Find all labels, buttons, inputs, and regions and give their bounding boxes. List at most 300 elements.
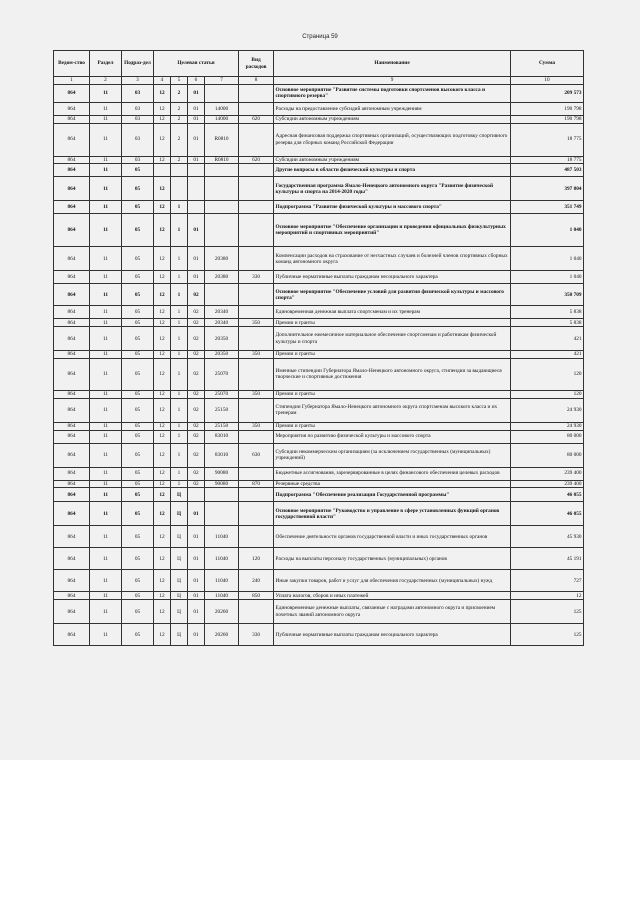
subprogram-cell: 2 bbox=[171, 115, 188, 123]
name-cell: Основное мероприятие "Обеспечение организации и проведения официальных физкультурных мероприятий и спортивных мероприятий" bbox=[274, 214, 511, 247]
direction-cell: 25150 bbox=[205, 422, 239, 430]
podrazdel-cell: 05 bbox=[122, 502, 154, 526]
event-cell: 01 bbox=[188, 570, 205, 592]
table-row bbox=[54, 430, 584, 443]
podrazdel-cell: 03 bbox=[122, 156, 154, 164]
event-cell: 02 bbox=[188, 351, 205, 359]
name-cell: Бюджетные ассигнования, зарезервированные в целях финансового обеспечения целевых расходов bbox=[274, 467, 511, 480]
table-row bbox=[54, 306, 584, 319]
event-cell: 02 bbox=[188, 327, 205, 351]
vid-cell bbox=[239, 358, 274, 390]
razdel-cell: 11 bbox=[90, 327, 122, 351]
table-body bbox=[54, 84, 584, 645]
name-cell: Уплата налогов, сборов и иных платежей bbox=[274, 592, 511, 600]
program-cell: 12 bbox=[154, 123, 171, 156]
table-row bbox=[54, 102, 584, 115]
name-cell: Основное мероприятие "Руководство и управление в сфере установленных функций органов государственной власти" bbox=[274, 502, 511, 526]
event-cell: 01 bbox=[188, 548, 205, 570]
sum-cell: 421 bbox=[511, 351, 584, 359]
program-cell: 12 bbox=[154, 327, 171, 351]
program-cell: 12 bbox=[154, 271, 171, 284]
program-cell: 12 bbox=[154, 102, 171, 115]
table-row bbox=[54, 284, 584, 306]
direction-cell: 83010 bbox=[205, 443, 239, 467]
event-cell: 01 bbox=[188, 271, 205, 284]
subprogram-cell: 1 bbox=[171, 443, 188, 467]
sum-cell: 24 930 bbox=[511, 398, 584, 422]
sum-cell: 727 bbox=[511, 570, 584, 592]
vid-cell: 620 bbox=[239, 115, 274, 123]
vid-cell bbox=[239, 164, 274, 177]
name-cell: Публичные нормативные выплаты гражданам несоциального характера bbox=[274, 624, 511, 646]
ved-cell: 864 bbox=[54, 488, 90, 502]
subprogram-cell: 1 bbox=[171, 351, 188, 359]
sum-cell: 239 400 bbox=[511, 467, 584, 480]
table-row bbox=[54, 422, 584, 430]
header-number-row bbox=[54, 77, 584, 85]
razdel-cell: 11 bbox=[90, 247, 122, 271]
event-cell: 01 bbox=[188, 214, 205, 247]
subprogram-cell: 1 bbox=[171, 284, 188, 306]
podrazdel-cell: 05 bbox=[122, 430, 154, 443]
event-cell bbox=[188, 164, 205, 177]
ved-cell: 864 bbox=[54, 306, 90, 319]
sum-cell: 120 bbox=[511, 358, 584, 390]
razdel-cell: 11 bbox=[90, 548, 122, 570]
razdel-cell: 11 bbox=[90, 592, 122, 600]
vid-cell bbox=[239, 284, 274, 306]
podrazdel-cell: 03 bbox=[122, 123, 154, 156]
header-sum: Сумма bbox=[511, 51, 584, 77]
sum-cell: 120 bbox=[511, 390, 584, 398]
direction-cell: 11040 bbox=[205, 526, 239, 548]
podrazdel-cell: 05 bbox=[122, 306, 154, 319]
ved-cell: 864 bbox=[54, 358, 90, 390]
sum-cell: 45 191 bbox=[511, 548, 584, 570]
direction-cell bbox=[205, 284, 239, 306]
subprogram-cell: Ц bbox=[171, 548, 188, 570]
direction-cell: 20350 bbox=[205, 327, 239, 351]
ved-cell: 864 bbox=[54, 467, 90, 480]
program-cell: 12 bbox=[154, 502, 171, 526]
razdel-cell: 11 bbox=[90, 123, 122, 156]
program-cell: 12 bbox=[154, 358, 171, 390]
podrazdel-cell: 05 bbox=[122, 201, 154, 214]
ved-cell: 864 bbox=[54, 624, 90, 646]
subprogram-cell: 1 bbox=[171, 480, 188, 488]
direction-cell: 20260 bbox=[205, 600, 239, 624]
sum-cell: 351 749 bbox=[511, 201, 584, 214]
table-row bbox=[54, 115, 584, 123]
razdel-cell: 11 bbox=[90, 526, 122, 548]
podrazdel-cell: 05 bbox=[122, 570, 154, 592]
table-row bbox=[54, 327, 584, 351]
razdel-cell: 11 bbox=[90, 156, 122, 164]
sum-cell: 190 798 bbox=[511, 102, 584, 115]
name-cell: Другие вопросы в области физической культуры и спорта bbox=[274, 164, 511, 177]
direction-cell bbox=[205, 177, 239, 201]
name-cell: Субсидии автономным учреждениям bbox=[274, 115, 511, 123]
name-cell: Единовременная денежная выплата спортсменам и их тренерам bbox=[274, 306, 511, 319]
program-cell: 12 bbox=[154, 548, 171, 570]
podrazdel-cell: 05 bbox=[122, 327, 154, 351]
name-cell: Премии и гранты bbox=[274, 422, 511, 430]
ved-cell: 864 bbox=[54, 319, 90, 327]
vid-cell bbox=[239, 247, 274, 271]
sum-cell: 209 573 bbox=[511, 84, 584, 102]
vid-cell bbox=[239, 201, 274, 214]
name-cell: Мероприятия по развитию физической культуры и массового спорта bbox=[274, 430, 511, 443]
event-cell: 02 bbox=[188, 319, 205, 327]
ved-cell: 864 bbox=[54, 443, 90, 467]
event-cell: 01 bbox=[188, 123, 205, 156]
name-cell: Резервные средства bbox=[274, 480, 511, 488]
razdel-cell: 11 bbox=[90, 201, 122, 214]
subprogram-cell: 1 bbox=[171, 430, 188, 443]
subprogram-cell: Ц bbox=[171, 570, 188, 592]
vid-cell: 330 bbox=[239, 271, 274, 284]
subprogram-cell: Ц bbox=[171, 488, 188, 502]
program-cell: 12 bbox=[154, 201, 171, 214]
table-row bbox=[54, 164, 584, 177]
direction-cell: 11040 bbox=[205, 592, 239, 600]
direction-cell bbox=[205, 164, 239, 177]
header-number: 5 bbox=[171, 77, 188, 85]
direction-cell bbox=[205, 502, 239, 526]
header-number: 10 bbox=[511, 77, 584, 85]
podrazdel-cell: 05 bbox=[122, 390, 154, 398]
ved-cell: 864 bbox=[54, 480, 90, 488]
vid-cell: 350 bbox=[239, 390, 274, 398]
vid-cell bbox=[239, 398, 274, 422]
table-row bbox=[54, 358, 584, 390]
direction-cell: 20380 bbox=[205, 247, 239, 271]
sum-cell: 125 bbox=[511, 600, 584, 624]
table-row bbox=[54, 467, 584, 480]
header-number: 4 bbox=[154, 77, 171, 85]
podrazdel-cell: 05 bbox=[122, 358, 154, 390]
razdel-cell: 11 bbox=[90, 358, 122, 390]
sum-cell: 125 bbox=[511, 624, 584, 646]
table-row bbox=[54, 351, 584, 359]
direction-cell: 83010 bbox=[205, 430, 239, 443]
podrazdel-cell: 05 bbox=[122, 624, 154, 646]
table-row bbox=[54, 123, 584, 156]
sum-cell: 1 040 bbox=[511, 247, 584, 271]
podrazdel-cell: 05 bbox=[122, 214, 154, 247]
direction-cell: R0810 bbox=[205, 123, 239, 156]
sum-cell: 45 930 bbox=[511, 526, 584, 548]
header-number: 2 bbox=[90, 77, 122, 85]
table-row bbox=[54, 624, 584, 646]
program-cell: 12 bbox=[154, 600, 171, 624]
subprogram-cell: 1 bbox=[171, 271, 188, 284]
table-row bbox=[54, 271, 584, 284]
event-cell bbox=[188, 177, 205, 201]
direction-cell: 25150 bbox=[205, 398, 239, 422]
ved-cell: 864 bbox=[54, 398, 90, 422]
ved-cell: 864 bbox=[54, 390, 90, 398]
page-label: Страница 59 bbox=[302, 34, 338, 40]
vid-cell bbox=[239, 306, 274, 319]
sum-cell: 421 bbox=[511, 327, 584, 351]
podrazdel-cell: 05 bbox=[122, 271, 154, 284]
sum-cell: 350 709 bbox=[511, 284, 584, 306]
table-row bbox=[54, 201, 584, 214]
direction-cell: 90080 bbox=[205, 480, 239, 488]
program-cell: 12 bbox=[154, 467, 171, 480]
table-row bbox=[54, 488, 584, 502]
subprogram-cell: 1 bbox=[171, 390, 188, 398]
header-number: 6 bbox=[188, 77, 205, 85]
ved-cell: 864 bbox=[54, 214, 90, 247]
razdel-cell: 11 bbox=[90, 115, 122, 123]
ved-cell: 864 bbox=[54, 592, 90, 600]
event-cell: 02 bbox=[188, 390, 205, 398]
razdel-cell: 11 bbox=[90, 306, 122, 319]
event-cell: 02 bbox=[188, 430, 205, 443]
program-cell: 12 bbox=[154, 84, 171, 102]
sum-cell: 18 775 bbox=[511, 156, 584, 164]
name-cell: Премии и гранты bbox=[274, 351, 511, 359]
razdel-cell: 11 bbox=[90, 177, 122, 201]
name-cell: Публичные нормативные выплаты гражданам несоциального характера bbox=[274, 271, 511, 284]
razdel-cell: 11 bbox=[90, 443, 122, 467]
table-row bbox=[54, 84, 584, 102]
program-cell: 12 bbox=[154, 480, 171, 488]
podrazdel-cell: 05 bbox=[122, 443, 154, 467]
razdel-cell: 11 bbox=[90, 480, 122, 488]
program-cell: 12 bbox=[154, 398, 171, 422]
name-cell: Расходы на выплаты персоналу государственных (муниципальных) органов bbox=[274, 548, 511, 570]
table-row bbox=[54, 526, 584, 548]
header-target: Целевая статья bbox=[154, 51, 239, 77]
event-cell: 02 bbox=[188, 306, 205, 319]
ved-cell: 864 bbox=[54, 351, 90, 359]
vid-cell bbox=[239, 123, 274, 156]
sum-cell: 5 838 bbox=[511, 306, 584, 319]
vid-cell: 350 bbox=[239, 351, 274, 359]
event-cell: 01 bbox=[188, 526, 205, 548]
direction-cell bbox=[205, 214, 239, 247]
ved-cell: 864 bbox=[54, 156, 90, 164]
ved-cell: 864 bbox=[54, 201, 90, 214]
podrazdel-cell: 05 bbox=[122, 526, 154, 548]
ved-cell: 864 bbox=[54, 84, 90, 102]
name-cell: Адресная финансовая поддержка спортивных организаций, осуществляющих подготовку спортивного резерва для сборных команд Российской Федерации bbox=[274, 123, 511, 156]
direction-cell: 14000 bbox=[205, 102, 239, 115]
subprogram-cell: 1 bbox=[171, 422, 188, 430]
podrazdel-cell: 05 bbox=[122, 247, 154, 271]
subprogram-cell: 1 bbox=[171, 214, 188, 247]
vid-cell: 240 bbox=[239, 570, 274, 592]
sum-cell: 190 798 bbox=[511, 115, 584, 123]
event-cell: 01 bbox=[188, 84, 205, 102]
direction-cell: 25070 bbox=[205, 390, 239, 398]
podrazdel-cell: 05 bbox=[122, 177, 154, 201]
razdel-cell: 11 bbox=[90, 398, 122, 422]
podrazdel-cell: 05 bbox=[122, 488, 154, 502]
event-cell: 02 bbox=[188, 358, 205, 390]
program-cell: 12 bbox=[154, 156, 171, 164]
subprogram-cell: Ц bbox=[171, 526, 188, 548]
direction-cell: 25070 bbox=[205, 358, 239, 390]
direction-cell: R0810 bbox=[205, 156, 239, 164]
subprogram-cell: 1 bbox=[171, 306, 188, 319]
ved-cell: 864 bbox=[54, 600, 90, 624]
sum-cell: 397 804 bbox=[511, 177, 584, 201]
podrazdel-cell: 05 bbox=[122, 480, 154, 488]
vid-cell: 350 bbox=[239, 422, 274, 430]
ved-cell: 864 bbox=[54, 247, 90, 271]
name-cell: Государственная программа Ямало-Ненецкого автономного округа "Развитие физической культуры и спорта на 2014-2020 годы" bbox=[274, 177, 511, 201]
subprogram-cell: 1 bbox=[171, 467, 188, 480]
ved-cell: 864 bbox=[54, 548, 90, 570]
vid-cell bbox=[239, 488, 274, 502]
table-row bbox=[54, 592, 584, 600]
subprogram-cell: 1 bbox=[171, 358, 188, 390]
header-number: 9 bbox=[274, 77, 511, 85]
razdel-cell: 11 bbox=[90, 467, 122, 480]
header-number: 8 bbox=[239, 77, 274, 85]
vid-cell: 350 bbox=[239, 319, 274, 327]
program-cell bbox=[154, 164, 171, 177]
subprogram-cell: 1 bbox=[171, 398, 188, 422]
program-cell: 12 bbox=[154, 214, 171, 247]
razdel-cell: 11 bbox=[90, 422, 122, 430]
ved-cell: 864 bbox=[54, 123, 90, 156]
table-row bbox=[54, 548, 584, 570]
event-cell: 01 bbox=[188, 115, 205, 123]
program-cell: 12 bbox=[154, 247, 171, 271]
sum-cell: 80 000 bbox=[511, 430, 584, 443]
table-row bbox=[54, 443, 584, 467]
direction-cell bbox=[205, 201, 239, 214]
sum-cell: 5 838 bbox=[511, 319, 584, 327]
vid-cell bbox=[239, 214, 274, 247]
event-cell: 02 bbox=[188, 284, 205, 306]
program-cell: 12 bbox=[154, 177, 171, 201]
subprogram-cell: 2 bbox=[171, 84, 188, 102]
vid-cell bbox=[239, 600, 274, 624]
razdel-cell: 11 bbox=[90, 624, 122, 646]
sum-cell: 80 000 bbox=[511, 443, 584, 467]
event-cell: 01 bbox=[188, 156, 205, 164]
name-cell: Расходы на предоставление субсидий автономным учреждениям bbox=[274, 102, 511, 115]
subprogram-cell: Ц bbox=[171, 502, 188, 526]
name-cell: Обеспечение деятельности органов государственной власти и иных государственных органов bbox=[274, 526, 511, 548]
header-vid: Вид расходов bbox=[239, 51, 274, 77]
event-cell: 02 bbox=[188, 443, 205, 467]
sum-cell: 46 055 bbox=[511, 488, 584, 502]
subprogram-cell: Ц bbox=[171, 600, 188, 624]
name-cell: Премии и гранты bbox=[274, 390, 511, 398]
program-cell: 12 bbox=[154, 592, 171, 600]
podrazdel-cell: 03 bbox=[122, 84, 154, 102]
program-cell: 12 bbox=[154, 284, 171, 306]
ved-cell: 864 bbox=[54, 502, 90, 526]
header-number: 7 bbox=[205, 77, 239, 85]
podrazdel-cell: 03 bbox=[122, 102, 154, 115]
program-cell: 12 bbox=[154, 115, 171, 123]
vid-cell bbox=[239, 526, 274, 548]
razdel-cell: 11 bbox=[90, 319, 122, 327]
event-cell: 01 bbox=[188, 592, 205, 600]
podrazdel-cell: 05 bbox=[122, 600, 154, 624]
ved-cell: 864 bbox=[54, 271, 90, 284]
subprogram-cell: 1 bbox=[171, 327, 188, 351]
header-razdel: Раздел bbox=[90, 51, 122, 77]
sum-cell: 12 bbox=[511, 592, 584, 600]
sum-cell: 487 503 bbox=[511, 164, 584, 177]
subprogram-cell: 1 bbox=[171, 247, 188, 271]
event-cell: 02 bbox=[188, 467, 205, 480]
name-cell: Основное мероприятие "Обеспечение условий для развития физической культуры и массового спорта" bbox=[274, 284, 511, 306]
razdel-cell: 11 bbox=[90, 390, 122, 398]
direction-cell: 20350 bbox=[205, 351, 239, 359]
table-row bbox=[54, 600, 584, 624]
direction-cell: 11040 bbox=[205, 548, 239, 570]
subprogram-cell: 2 bbox=[171, 102, 188, 115]
table-row bbox=[54, 156, 584, 164]
vid-cell: 620 bbox=[239, 156, 274, 164]
name-cell: Подпрограмма "Развитие физической культуры и массового спорта" bbox=[274, 201, 511, 214]
table-row bbox=[54, 214, 584, 247]
direction-cell: 11040 bbox=[205, 570, 239, 592]
event-cell: 01 bbox=[188, 247, 205, 271]
direction-cell bbox=[205, 488, 239, 502]
direction-cell: 20260 bbox=[205, 624, 239, 646]
razdel-cell: 11 bbox=[90, 102, 122, 115]
subprogram-cell: 2 bbox=[171, 123, 188, 156]
table-row bbox=[54, 319, 584, 327]
ved-cell: 864 bbox=[54, 164, 90, 177]
event-cell: 01 bbox=[188, 102, 205, 115]
razdel-cell: 11 bbox=[90, 488, 122, 502]
event-cell: 02 bbox=[188, 398, 205, 422]
podrazdel-cell: 05 bbox=[122, 284, 154, 306]
podrazdel-cell: 05 bbox=[122, 422, 154, 430]
vid-cell: 850 bbox=[239, 592, 274, 600]
razdel-cell: 11 bbox=[90, 284, 122, 306]
header-name: Наименование bbox=[274, 51, 511, 77]
razdel-cell: 11 bbox=[90, 351, 122, 359]
podrazdel-cell: 05 bbox=[122, 319, 154, 327]
name-cell: Дополнительное ежемесячное материальное обеспечение спортсменам и работникам физической культуры и спорта bbox=[274, 327, 511, 351]
razdel-cell: 11 bbox=[90, 570, 122, 592]
program-cell: 12 bbox=[154, 422, 171, 430]
program-cell: 12 bbox=[154, 351, 171, 359]
podrazdel-cell: 05 bbox=[122, 467, 154, 480]
ved-cell: 864 bbox=[54, 115, 90, 123]
podrazdel-cell: 05 bbox=[122, 592, 154, 600]
sum-cell: 24 930 bbox=[511, 422, 584, 430]
vid-cell: 120 bbox=[239, 548, 274, 570]
name-cell: Субсидии некоммерческим организациям (за исключением государственных (муниципальных) учреждений) bbox=[274, 443, 511, 467]
vid-cell: 630 bbox=[239, 443, 274, 467]
name-cell: Стипендии Губернатора Ямало-Ненецкого автономного округа спортсменам высокого класса и их тренерам bbox=[274, 398, 511, 422]
direction-cell: 90080 bbox=[205, 467, 239, 480]
event-cell bbox=[188, 201, 205, 214]
podrazdel-cell: 05 bbox=[122, 398, 154, 422]
sum-cell: 239 400 bbox=[511, 480, 584, 488]
header-ved: Ведом-ство bbox=[54, 51, 90, 77]
header-number: 1 bbox=[54, 77, 90, 85]
name-cell: Основное мероприятие "Развитие системы подготовки спортсменов высокого класса и спортивного резерва" bbox=[274, 84, 511, 102]
program-cell: 12 bbox=[154, 319, 171, 327]
sum-cell: 18 775 bbox=[511, 123, 584, 156]
razdel-cell: 11 bbox=[90, 502, 122, 526]
